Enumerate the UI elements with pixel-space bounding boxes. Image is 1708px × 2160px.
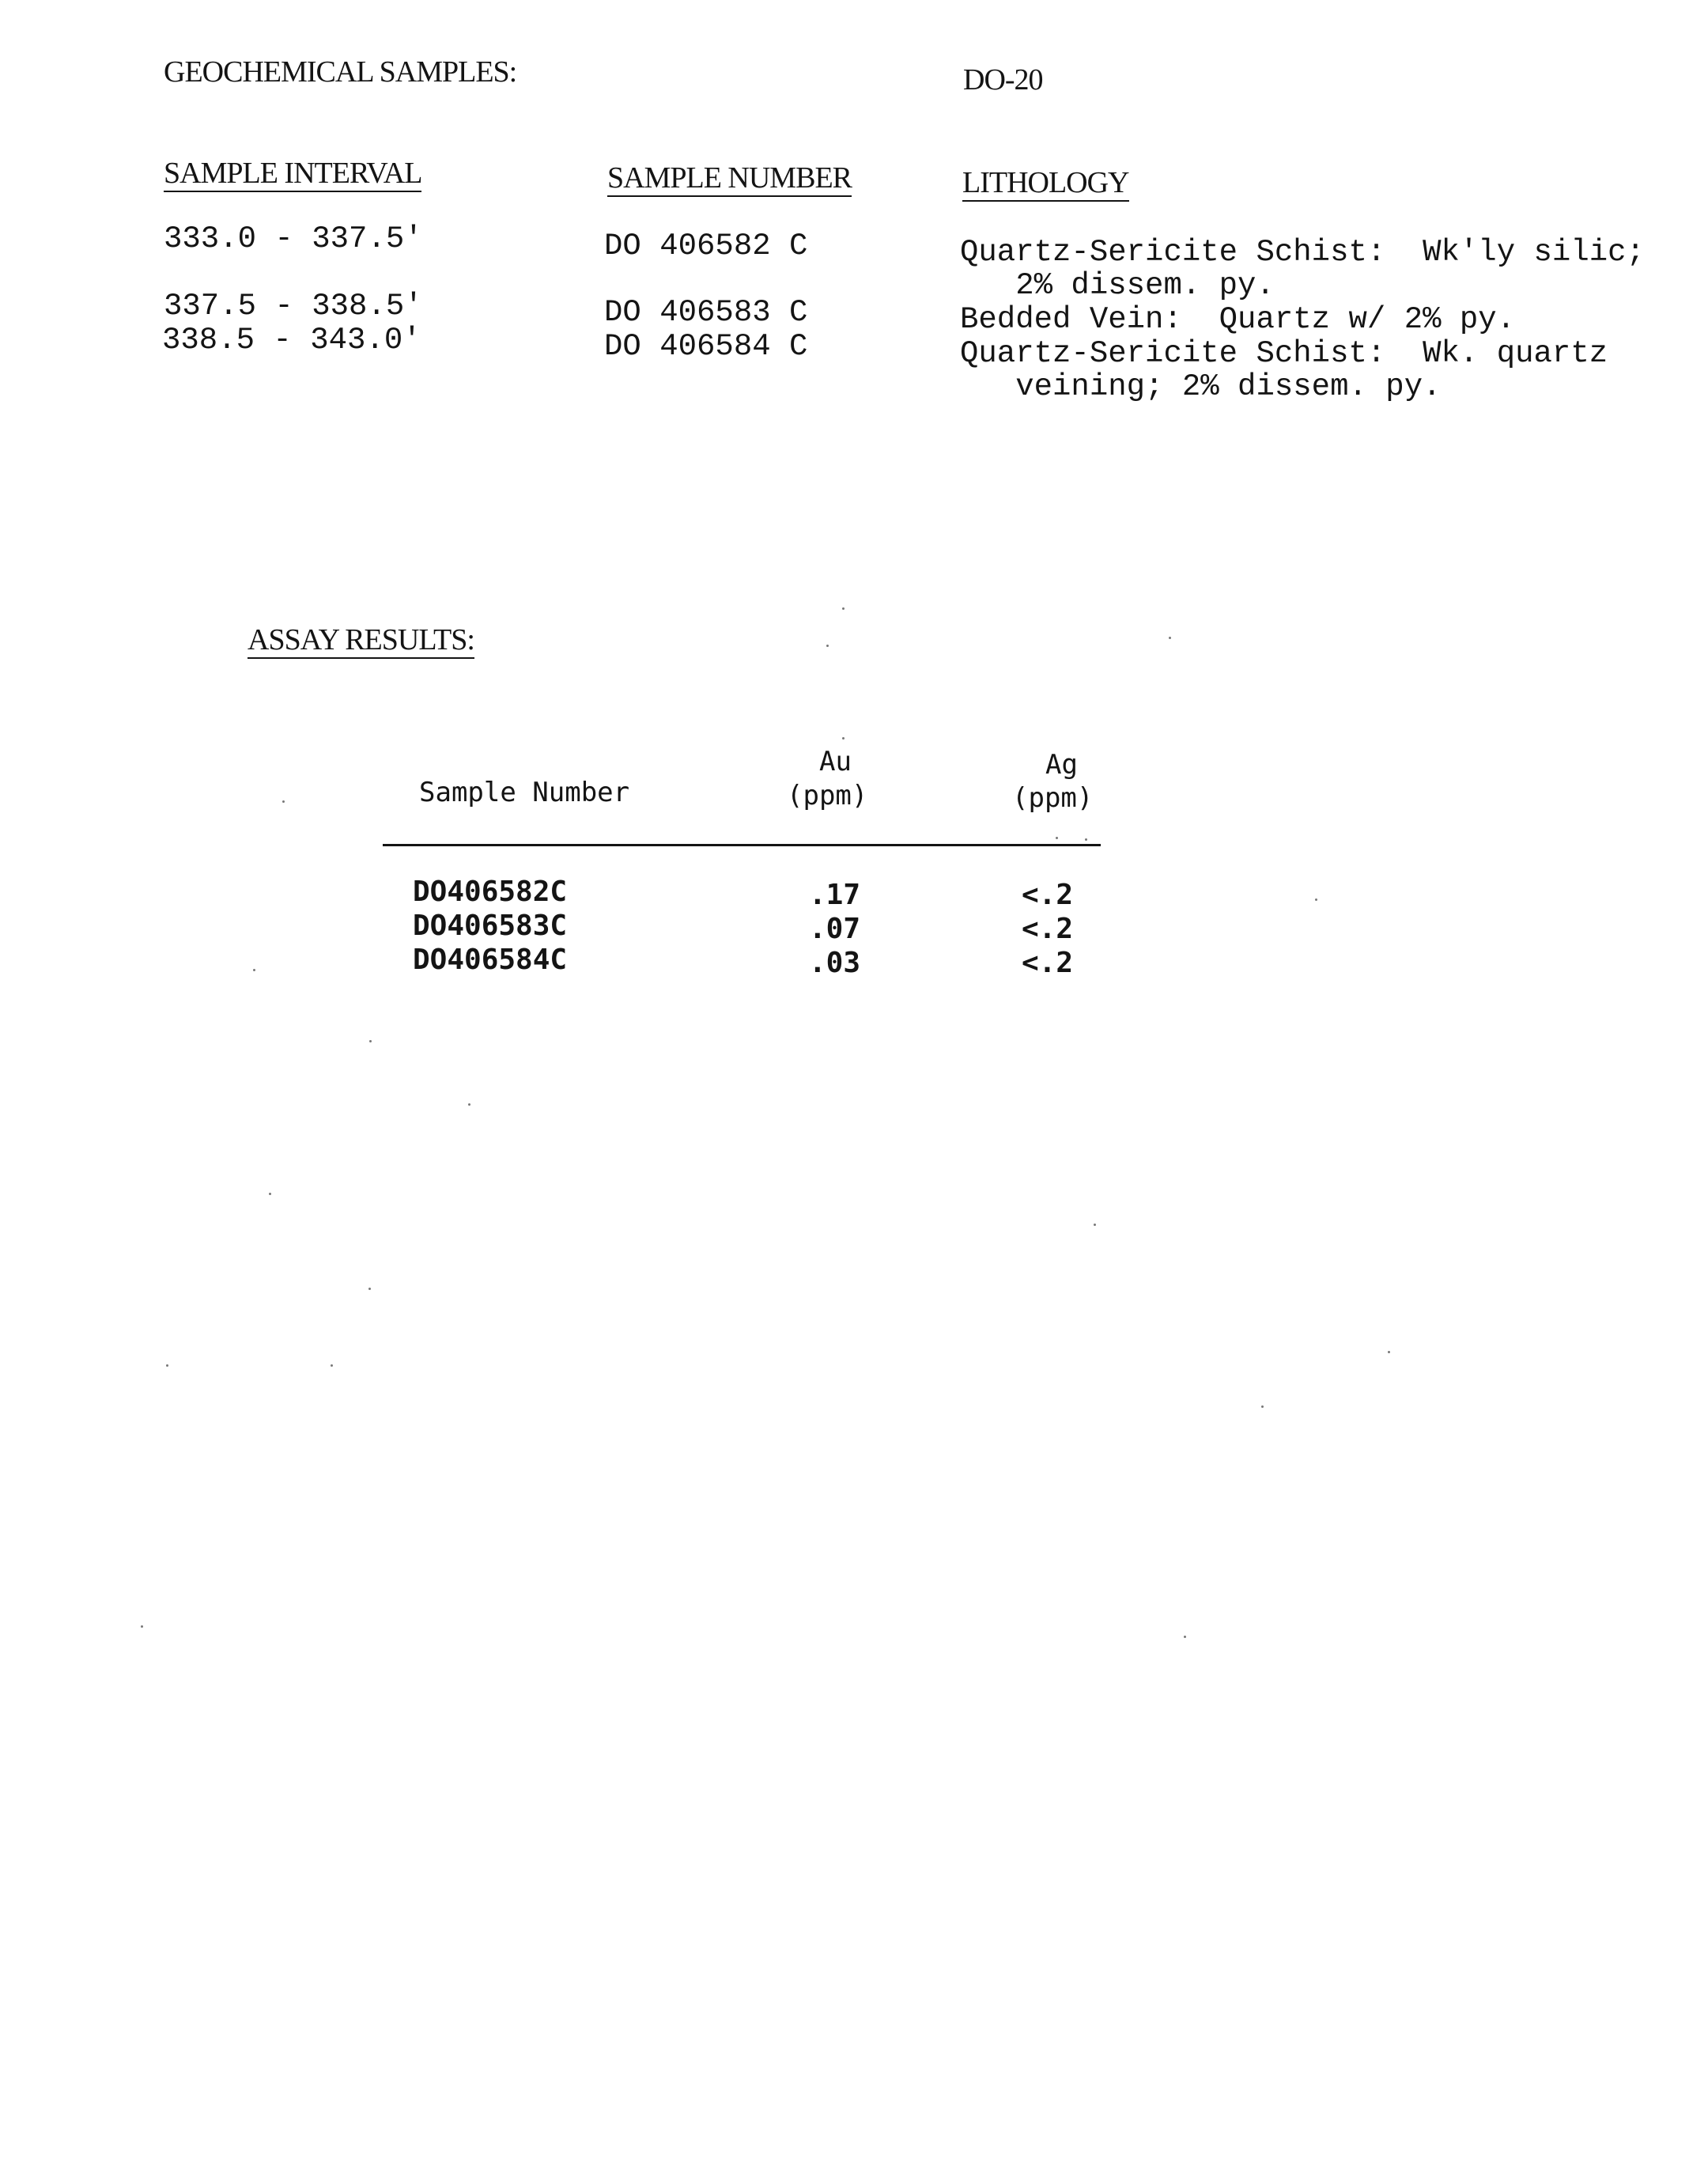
assay-header-ag: Ag — [1045, 749, 1078, 781]
column-header-lithology: LITHOLOGY — [962, 168, 1129, 202]
assay-sample-number: DO406583C — [413, 910, 568, 942]
scan-speck — [1315, 898, 1317, 901]
sample-number: DO 406584 C — [604, 329, 808, 364]
column-header-sample-number: SAMPLE NUMBER — [607, 163, 852, 197]
scan-speck — [282, 800, 285, 803]
scan-speck — [369, 1040, 372, 1042]
sample-number: DO 406582 C — [604, 229, 808, 263]
scan-speck — [253, 969, 255, 971]
lithology-line: Bedded Vein: Quartz w/ 2% py. — [960, 302, 1516, 337]
lithology-line: Quartz-Sericite Schist: Wk. quartz — [960, 336, 1608, 371]
scan-speck — [842, 737, 845, 740]
scan-speck — [826, 645, 829, 647]
assay-header-au: Au — [819, 746, 852, 777]
assay-header-ag-unit: (ppm) — [1012, 782, 1094, 814]
assay-ag-value: <.2 — [1022, 913, 1074, 945]
scan-speck — [1261, 1405, 1264, 1408]
scan-speck — [1056, 837, 1058, 839]
assay-au-value: .17 — [809, 879, 861, 911]
scan-speck — [166, 1364, 168, 1367]
scan-speck — [331, 1364, 333, 1367]
scan-speck — [1169, 637, 1171, 639]
sample-interval: 338.5 - 343.0' — [162, 323, 421, 357]
sample-number: DO 406583 C — [604, 295, 808, 330]
scan-speck — [842, 607, 845, 610]
scan-speck — [1094, 1224, 1096, 1226]
assay-header-rule — [383, 844, 1101, 846]
scan-speck — [1085, 838, 1087, 841]
lithology-line: Quartz-Sericite Schist: Wk'ly silic; — [960, 235, 1645, 270]
sample-interval: 333.0 - 337.5' — [164, 221, 423, 256]
assay-sample-number: DO406582C — [413, 876, 568, 908]
lithology-line: 2% dissem. py. — [960, 268, 1275, 303]
assay-sample-number: DO406584C — [413, 944, 568, 976]
assay-ag-value: <.2 — [1022, 879, 1074, 911]
column-header-sample-interval: SAMPLE INTERVAL — [164, 158, 421, 192]
assay-au-value: .07 — [809, 913, 861, 945]
assay-au-value: .03 — [809, 947, 861, 979]
assay-header-sample-number: Sample Number — [419, 777, 630, 808]
lithology-line: veining; 2% dissem. py. — [960, 369, 1442, 404]
scan-speck — [468, 1103, 470, 1106]
assay-header-au-unit: (ppm) — [787, 780, 868, 811]
sample-interval: 337.5 - 338.5' — [164, 289, 423, 323]
assay-results-title: ASSAY RESULTS: — [248, 625, 474, 659]
scan-speck — [1388, 1351, 1390, 1353]
section-title: GEOCHEMICAL SAMPLES: — [164, 55, 517, 89]
scan-speck — [368, 1288, 371, 1290]
hole-id: DO-20 — [963, 63, 1043, 96]
scan-speck — [1184, 1636, 1186, 1638]
assay-ag-value: <.2 — [1022, 947, 1074, 979]
scan-speck — [141, 1625, 143, 1628]
scan-speck — [269, 1193, 271, 1195]
